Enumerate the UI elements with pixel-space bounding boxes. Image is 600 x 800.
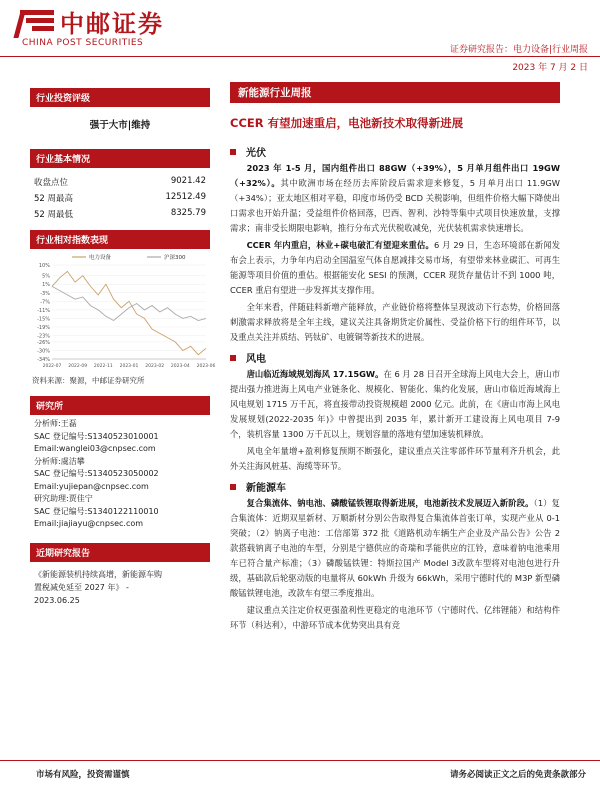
main-content bbox=[230, 80, 560, 635]
stat-value: 9021.42 bbox=[170, 176, 206, 186]
chart-heading: 行业相对指数表现 bbox=[30, 230, 210, 249]
footer-disclaimer: 请务必阅读正文之后的免责条款部分 bbox=[449, 770, 586, 780]
y-tick-label: -34% bbox=[37, 357, 50, 363]
basics-heading: 行业基本情况 bbox=[30, 149, 210, 168]
chart-svg bbox=[30, 251, 216, 371]
paragraph bbox=[230, 496, 560, 601]
y-tick-label: -7% bbox=[40, 299, 50, 306]
analyst-line: SAC 登记编号:S1340122110010 bbox=[34, 506, 159, 516]
report-title: CCER 有望加速重启，电池新技术取得新进展 bbox=[230, 116, 464, 130]
logo-chinese-name: 中邮证券 bbox=[60, 10, 164, 38]
related-line: 置税减免延至 2027 年》 - bbox=[34, 582, 129, 592]
header-divider bbox=[0, 56, 600, 57]
analyst-heading: 研究所 bbox=[30, 396, 210, 415]
paragraph bbox=[230, 161, 560, 236]
main-heading: 新能源行业周报 bbox=[230, 82, 560, 103]
chart-source: 资料来源：聚源，中邮证券研究所 bbox=[32, 376, 145, 385]
analyst-list bbox=[30, 415, 210, 537]
stats-list bbox=[30, 168, 210, 222]
stat-row bbox=[30, 206, 210, 222]
stat-value: 12512.49 bbox=[165, 192, 206, 202]
y-tick-label: -15% bbox=[37, 316, 50, 323]
x-tick-label: 2023-04 bbox=[170, 364, 190, 369]
section-ev bbox=[230, 476, 560, 633]
footer-divider bbox=[0, 760, 600, 761]
analyst-line: SAC 登记编号:S1340523010001 bbox=[34, 431, 159, 441]
rating-value: 强于大市|维持 bbox=[89, 120, 151, 131]
section-title-text: 风电 bbox=[246, 354, 266, 365]
analyst-line: SAC 登记编号:S1340523050002 bbox=[34, 469, 159, 478]
para-lead: 复合集流体、钠电池、磷酸锰铁锂取得新进展，电池新技术发展迈入新阶段。 bbox=[246, 498, 534, 508]
y-tick-label: 1% bbox=[42, 282, 50, 289]
stat-label: 52 周最高 bbox=[34, 194, 74, 204]
para-lead: CCER 年内重启，林业+碳电破汇有望迎来重估。 bbox=[246, 240, 434, 250]
section-pv bbox=[230, 141, 560, 345]
paragraph bbox=[230, 367, 560, 442]
paragraph bbox=[230, 603, 560, 633]
stat-row bbox=[30, 174, 210, 190]
section-title-text: 光伏 bbox=[246, 148, 266, 159]
analyst-email-link[interactable]: Email:jiajiayu@cnpsec.com bbox=[34, 519, 144, 528]
bullet-icon bbox=[230, 149, 236, 155]
paragraph bbox=[230, 444, 560, 474]
y-tick-label: -3% bbox=[40, 290, 50, 297]
y-tick-label: 10% bbox=[38, 263, 50, 269]
para-lead: 唐山临近海域规划海风 17.15GW。 bbox=[246, 369, 384, 379]
para-text: 6 月 29 日，生态环境部在新闻发布会上表示，力争年内启动全国温室气体自愿减排交易市场，有望带来林业碳汇、可再生能源等项目价值的重估。根据能安化 SESI 的预测，CCER 现货存量估计不到 1000 吨，CCER 重启有望进一步发挥其支撑作用。 bbox=[230, 240, 561, 295]
related-heading: 近期研究报告 bbox=[30, 543, 210, 562]
logo-english-name: CHINA POST SECURITIES bbox=[22, 38, 144, 48]
section-title bbox=[230, 476, 560, 496]
analyst-line: 研究助理:贾佳宁 bbox=[34, 494, 93, 503]
paragraph bbox=[230, 238, 560, 298]
section-title bbox=[230, 347, 560, 367]
x-tick-label: 2022-09 bbox=[68, 364, 88, 369]
china-post-logo-icon bbox=[18, 6, 56, 40]
para-text: 其中欧洲市场在经历去库阶段后需求迎来修复，5 月单月出口 11.9GW（+34%）；亚太地区相对平稳，印度市场仍受 BCD 关税影响，但组件价格大幅下降使出口需求也开始升温；受益组件价格回落，巴西、智利、沙特等集中式项目快速放量，支撑需求；南非受长期限电影响，推行分布式光伏税收减免，光伏装机需求快速增长。 bbox=[230, 178, 560, 233]
stat-row bbox=[30, 190, 210, 206]
report-type: 证券研究报告：电力设备|行业周报 bbox=[449, 45, 588, 55]
report-date: 2023 年 7 月 2 日 bbox=[512, 63, 588, 73]
paragraph bbox=[230, 300, 560, 345]
footer-risk: 市场有风险，投资需谨慎 bbox=[36, 770, 130, 780]
para-text: 建议重点关注定价权更强盈利性更稳定的电池环节（宁德时代、亿纬锂能）和结构件环节（科达利），中游环节成本优势突出具有竞 bbox=[230, 605, 560, 630]
stat-label: 收盘点位 bbox=[34, 178, 69, 188]
y-tick-label: -19% bbox=[37, 324, 50, 331]
para-text: 全年来看，伴随硅料新增产能释放，产业链价格将整体呈现波动下行态势，价格回落刺激需求释放将是全年主线，建议关注具备期货定价属性、受益价格下行的组件环节，以及重点关注并质结、钙钛矿、电镀铜等新技术的进展。 bbox=[230, 302, 560, 342]
x-tick-label: 2022-11 bbox=[93, 364, 113, 369]
legend-label: 沪深300 bbox=[164, 255, 186, 261]
y-tick-label: -26% bbox=[37, 339, 50, 346]
legend-label: 电力设备 bbox=[89, 255, 112, 261]
x-tick-label: 2023-02 bbox=[145, 364, 165, 369]
para-text: （1）复合集流体：近期双星新材、万顺新材分别公告取得复合集流体首张订单，实现产业从 0-1 突破；（2）钠离子电池：工信部第 372 批《道路机动车辆生产企业及产品公告》公告 2 款搭载钠离子电池的车型，分别是宁德供应的奇瑞和孚能供应的江铃，意味着钠电池乘用车已符合量产标准；（3）磷酸锰铁锂：特斯拉国产 Model 3改款车型将对电池包进行升级，基础款后轮驱动版的电量将从 60kWh 升级为 66kWh，采用宁德时代的 M3P 新型磷酸锰铁锂电池，改款车有望三季度推出。 bbox=[230, 498, 560, 598]
series-line bbox=[52, 286, 206, 320]
bullet-icon bbox=[230, 484, 236, 490]
x-tick-label: 2023-06 bbox=[196, 364, 216, 369]
analyst-line: 分析师:虞洁攀 bbox=[34, 456, 85, 466]
rating-heading: 行业投资评级 bbox=[30, 88, 210, 107]
section-wind bbox=[230, 347, 560, 474]
relative-index-chart bbox=[30, 251, 216, 371]
section-title-text: 新能源车 bbox=[246, 483, 286, 494]
y-tick-label: 5% bbox=[42, 273, 50, 280]
section-title bbox=[230, 141, 560, 161]
x-tick-label: 2022-07 bbox=[42, 364, 62, 369]
related-line: 2023.06.25 bbox=[34, 595, 80, 605]
report-header bbox=[0, 0, 600, 80]
bullet-icon bbox=[230, 355, 236, 361]
para-text: 在 6 月 28 日召开全球海上风电大会上，唐山市提出强力推进海上风电产业链条化、规模化、智能化、集约化发展，唐山市临近海域海上风电规划 1715 万千瓦，将直接带动投资规模超 2000 亿元。此前，在《唐山市海上风电发展规划(2022-2035 年)》中曾提出到 2035 年，累计新开工建设海上风电项目 7-9 个，装机容量 1300 万千瓦以上，规划容量的落地有望加速装机释放。 bbox=[230, 369, 560, 439]
para-text: 风电全年量增+盈利修复预期不断强化，建议重点关注零部件环节量利齐升机会，此外关注海风桩基、海缆等环节。 bbox=[230, 446, 560, 471]
analyst-line: 分析师:王磊 bbox=[34, 419, 77, 428]
sidebar bbox=[30, 82, 216, 613]
series-line bbox=[52, 271, 206, 354]
y-tick-label: -23% bbox=[37, 333, 50, 340]
stat-label: 52 周最低 bbox=[34, 210, 74, 220]
para-lead: 2023 年 1-5 月，国内组件出口 88GW（+39%），5 月单月组件出口 19GW（+32%）。 bbox=[230, 163, 560, 188]
related-report-link[interactable] bbox=[30, 562, 210, 613]
y-tick-label: -11% bbox=[37, 307, 50, 314]
analyst-email-link[interactable]: Email:wanglei03@cnpsec.com bbox=[34, 444, 156, 453]
y-tick-label: -30% bbox=[37, 348, 50, 355]
stat-value: 8325.79 bbox=[170, 208, 206, 218]
analyst-email-link[interactable]: Email:yujiepan@cnpsec.com bbox=[34, 481, 149, 491]
related-line: 《新能源装机持续高增，新能源车购 bbox=[34, 569, 162, 579]
x-tick-label: 2023-01 bbox=[119, 364, 139, 369]
